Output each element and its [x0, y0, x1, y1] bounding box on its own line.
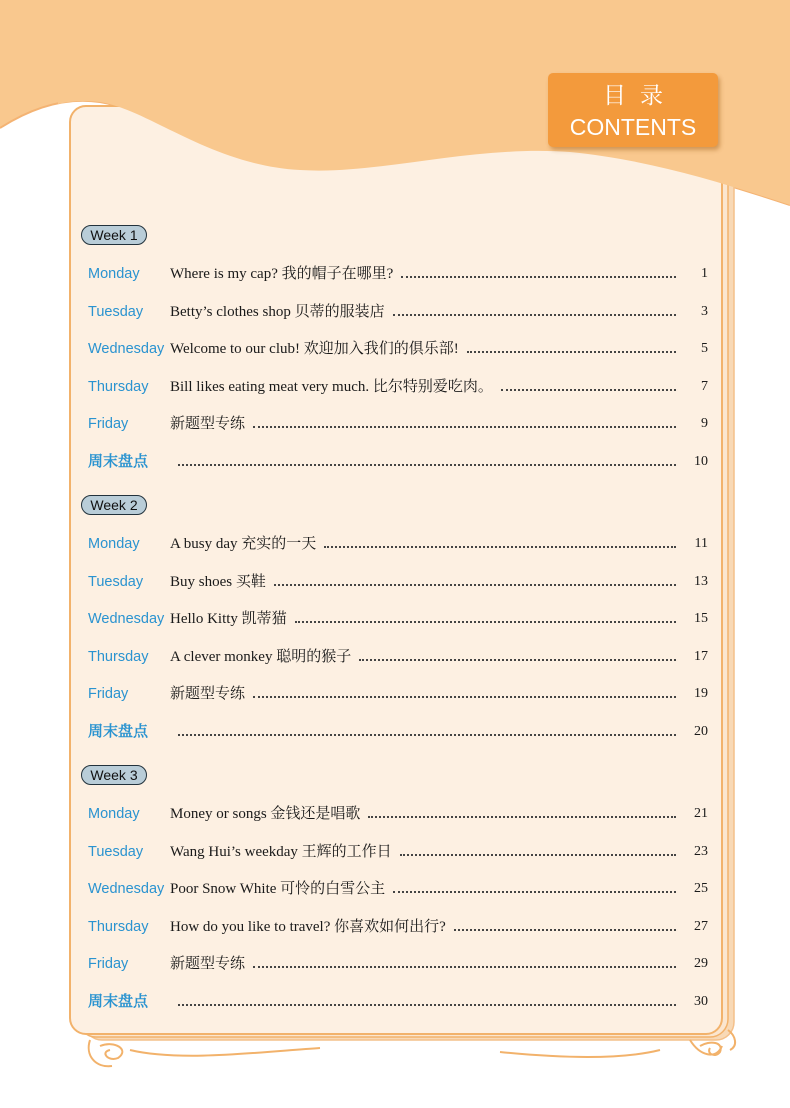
toc-entry[interactable] [88, 682, 708, 706]
dot-leader [178, 1004, 676, 1006]
toc-day-label: Tuesday [88, 304, 144, 320]
toc-page-number: 7 [701, 379, 708, 394]
toc-entry[interactable] [88, 915, 708, 939]
dot-leader [295, 621, 676, 623]
toc-page-number: 5 [701, 341, 708, 356]
toc-title: Wang Hui’s weekday 王辉的工作日 [170, 844, 392, 860]
contents-heading-box [548, 73, 718, 147]
toc-title: A clever monkey 聪明的猴子 [170, 649, 352, 665]
dot-leader [401, 276, 676, 278]
toc-page-number: 29 [694, 956, 708, 971]
toc-page-number: 25 [694, 881, 708, 896]
contents-title-en: CONTENTS [569, 114, 697, 140]
toc-title: Buy shoes 买鞋 [170, 574, 266, 590]
toc-title: 新题型专练 [170, 956, 246, 972]
toc-page-number: 3 [701, 304, 708, 319]
dot-leader [359, 659, 676, 661]
toc-title: Where is my cap? 我的帽子在哪里? [170, 266, 394, 282]
toc-entry[interactable] [88, 607, 708, 631]
dot-leader [393, 891, 676, 893]
week-3-badge: Week 3 [81, 765, 147, 785]
dot-leader [454, 929, 676, 931]
toc-title: A busy day 充实的一天 [170, 536, 317, 552]
toc-entry-weekend-review[interactable] [88, 450, 708, 474]
toc-day-label: Monday [88, 266, 140, 282]
toc-entry[interactable] [88, 300, 708, 324]
toc-day-label: Wednesday [88, 611, 165, 627]
dot-leader [400, 854, 676, 856]
toc-day-label: Tuesday [88, 844, 144, 860]
toc-title: How do you like to travel? 你喜欢如何出行? [170, 919, 446, 935]
contents-title-cn: 目录 [603, 82, 677, 108]
toc-entry-weekend-review[interactable] [88, 720, 708, 744]
toc-entry[interactable] [88, 375, 708, 399]
dot-leader [253, 696, 676, 698]
toc-entry[interactable] [88, 412, 708, 436]
dot-leader [501, 389, 676, 391]
toc-day-label: Wednesday [88, 881, 165, 897]
toc-title: Bill likes eating meat very much. 比尔特别爱吃肉。 [170, 379, 493, 395]
toc-page-number: 13 [694, 574, 708, 589]
toc-page-number: 10 [694, 454, 708, 469]
toc-title: 新题型专练 [170, 416, 246, 432]
toc-page-number: 15 [694, 611, 708, 626]
dot-leader [467, 351, 676, 353]
dot-leader [253, 966, 676, 968]
toc-title: Poor Snow White 可怜的白雪公主 [170, 881, 386, 897]
toc-day-label: Monday [88, 806, 140, 822]
toc-page-number: 17 [694, 649, 708, 664]
toc-day-label: Thursday [88, 379, 149, 395]
toc-page-number: 11 [694, 536, 708, 551]
toc-page-number: 27 [694, 919, 708, 934]
toc-page-number: 21 [694, 806, 708, 821]
toc-day-label: Friday [88, 686, 129, 702]
week-2-badge: Week 2 [81, 495, 147, 515]
dot-leader [274, 584, 676, 586]
toc-entry[interactable] [88, 262, 708, 286]
toc-title: Welcome to our club! 欢迎加入我们的俱乐部! [170, 341, 459, 357]
toc-entry[interactable] [88, 337, 708, 361]
toc-day-label: Thursday [88, 919, 149, 935]
dot-leader [178, 734, 676, 736]
week-1-badge: Week 1 [81, 225, 147, 245]
dot-leader [253, 426, 676, 428]
toc-entry[interactable] [88, 645, 708, 669]
dot-leader [178, 464, 676, 466]
toc-title: 新题型专练 [170, 686, 246, 702]
toc-day-label: Wednesday [88, 341, 165, 357]
toc-title: Betty’s clothes shop 贝蒂的服装店 [170, 304, 385, 320]
toc-day-label: Friday [88, 416, 129, 432]
toc-page-number: 23 [694, 844, 708, 859]
toc-day-label: Thursday [88, 649, 149, 665]
toc-day-label: 周末盘点 [88, 453, 149, 470]
toc-entry[interactable] [88, 840, 708, 864]
toc-entry[interactable] [88, 877, 708, 901]
toc-day-label: Monday [88, 536, 140, 552]
toc-page-number: 30 [694, 994, 708, 1009]
toc-entry[interactable] [88, 570, 708, 594]
toc-page-number: 9 [701, 416, 708, 431]
toc-title: Money or songs 金钱还是唱歌 [170, 806, 361, 822]
dot-leader [393, 314, 676, 316]
toc-day-label: 周末盘点 [88, 993, 149, 1010]
dot-leader [324, 546, 676, 548]
toc-entry[interactable] [88, 532, 708, 556]
toc-day-label: Friday [88, 956, 129, 972]
toc-entry-weekend-review[interactable] [88, 990, 708, 1014]
toc-entry[interactable] [88, 952, 708, 976]
toc-page-number: 1 [701, 266, 708, 281]
toc-entry[interactable] [88, 802, 708, 826]
toc-title: Hello Kitty 凯蒂猫 [170, 611, 287, 627]
toc-day-label: 周末盘点 [88, 723, 149, 740]
toc-day-label: Tuesday [88, 574, 144, 590]
toc-page-number: 20 [694, 724, 708, 739]
toc-page-number: 19 [694, 686, 708, 701]
dot-leader [368, 816, 676, 818]
